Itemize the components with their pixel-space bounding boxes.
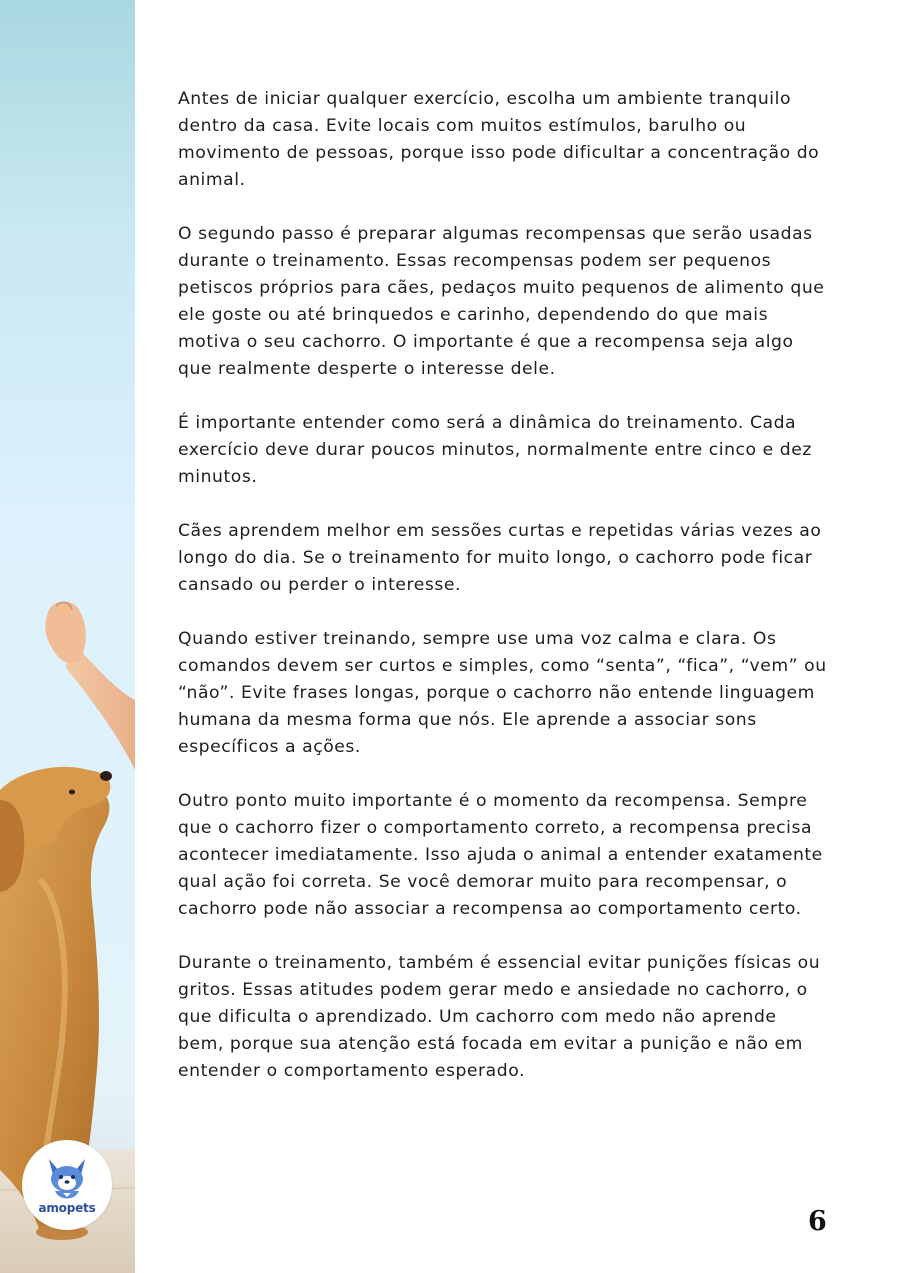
paragraph-rewards: O segundo passo é preparar algumas recompensas que serão usadas durante o treinamento. Essas recompensas podem ser pequenos petiscos próprios para cães, pedaços muito pequenos de alimento que ele goste ou até brinquedos e carinho, dependendo do que mais motiva o seu cachorro. O importante é que a recompensa seja algo que realmente desperte o interesse dele. xyxy=(178,224,825,379)
page-number: 6 xyxy=(808,1206,827,1237)
paragraph-environment: Antes de iniciar qualquer exercício, escolha um ambiente tranquilo dentro da casa. Evite locais com muitos estímulos, barulho ou movimento de pessoas, porque isso pode dificultar a concentração do animal. xyxy=(178,89,820,190)
paragraph-reward-timing: Outro ponto muito importante é o momento da recompensa. Sempre que o cachorro fizer o comportamento correto, a recompensa precisa acontecer imediatamente. Isso ajuda o animal a entender exatamente qual ação foi correta. Se você demorar muito para recompensar, o cachorro pode não associar a recompensa ao comportamento certo. xyxy=(178,791,823,919)
golden-retriever-illustration xyxy=(0,0,135,1273)
side-photo-panel xyxy=(0,0,135,1273)
body-text xyxy=(178,86,828,1112)
paragraph-no-punishment: Durante o treinamento, também é essencial evitar punições físicas ou gritos. Essas atitudes podem gerar medo e ansiedade no cachorro, o que dificulta o aprendizado. Um cachorro com medo não aprende bem, porque sua atenção está focada em evitar a punição e não em entender o comportamento esperado. xyxy=(178,953,821,1081)
brand-logo-badge xyxy=(22,1140,112,1230)
brand-name: amopets xyxy=(38,1201,96,1215)
paragraph-voice-commands: Quando estiver treinando, sempre use uma voz calma e clara. Os comandos devem ser curtos e simples, como “senta”, “fica”, “vem” ou “não”. Evite frases longas, porque o cachorro não entende linguagem humana da mesma forma que nós. Ele aprende a associar sons específicos a ações. xyxy=(178,629,827,757)
corgi-logo-icon xyxy=(41,1155,93,1203)
paragraph-short-sessions: Cães aprendem melhor em sessões curtas e repetidas várias vezes ao longo do dia. Se o treinamento for muito longo, o cachorro pode ficar cansado ou perder o interesse. xyxy=(178,521,822,595)
paragraph-dynamics: É importante entender como será a dinâmica do treinamento. Cada exercício deve durar poucos minutos, normalmente entre cinco e dez minutos. xyxy=(178,413,812,487)
